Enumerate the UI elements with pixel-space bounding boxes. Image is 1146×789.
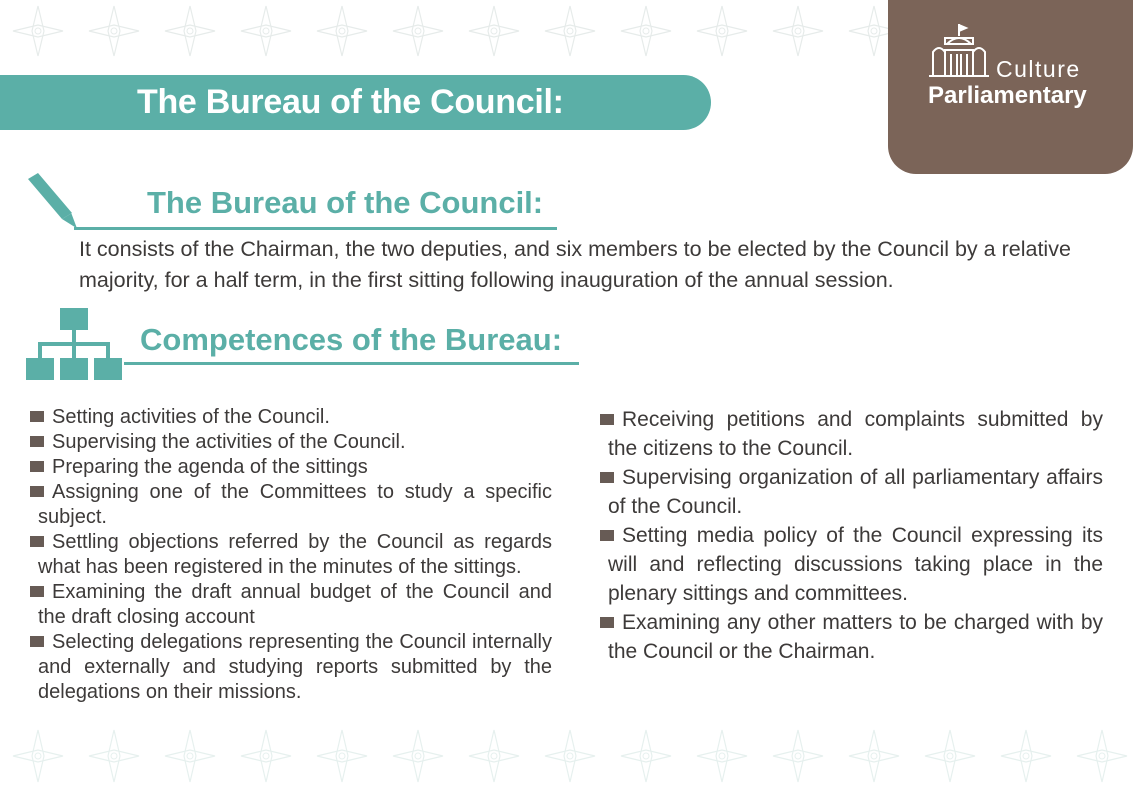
bullet-square-icon xyxy=(600,617,614,628)
bullet-square-icon xyxy=(30,411,44,422)
bullet-square-icon xyxy=(30,436,44,447)
competences-list-left xyxy=(30,405,552,705)
logo-text-culture: Culture xyxy=(996,56,1081,82)
list-item: Setting media policy of the Council expressing its will and reflecting discussions taking place in the plenary sittings and committees. xyxy=(600,521,1103,608)
bullet-square-icon xyxy=(30,636,44,647)
list-item: Setting activities of the Council. xyxy=(30,405,552,430)
org-chart-icon xyxy=(24,308,124,382)
pen-icon xyxy=(26,171,84,231)
bullet-square-icon xyxy=(600,530,614,541)
list-item: Preparing the agenda of the sittings xyxy=(30,455,552,480)
bullet-square-icon xyxy=(30,586,44,597)
bullet-square-icon xyxy=(30,536,44,547)
bureau-heading-underline xyxy=(74,227,557,230)
building-icon xyxy=(927,22,991,78)
bureau-description: It consists of the Chairman, the two deputies, and six members to be elected by the Council by a relative majority, for a half term, in the first sitting following inauguration of the annual session. xyxy=(79,237,1071,292)
list-item: Examining any other matters to be charged with by the Council or the Chairman. xyxy=(600,608,1103,666)
list-item: Supervising the activities of the Council. xyxy=(30,430,552,455)
banner-title: The Bureau of the Council: xyxy=(137,83,564,121)
list-item: Assigning one of the Committees to study a specific subject. xyxy=(30,480,552,530)
competences-heading: Competences of the Bureau: xyxy=(140,322,563,357)
bullet-square-icon xyxy=(600,472,614,483)
bullet-square-icon xyxy=(30,486,44,497)
list-item: Supervising organization of all parliamentary affairs of the Council. xyxy=(600,463,1103,521)
bottom-pattern-decoration xyxy=(0,722,1146,789)
bullet-square-icon xyxy=(30,461,44,472)
logo-text-parliamentary: Parliamentary xyxy=(928,82,1087,109)
competences-heading-underline xyxy=(124,362,579,365)
list-item: Examining the draft annual budget of the Council and the draft closing account xyxy=(30,580,552,630)
list-item: Receiving petitions and complaints submitted by the citizens to the Council. xyxy=(600,405,1103,463)
list-item: Settling objections referred by the Council as regards what has been registered in the minutes of the sittings. xyxy=(30,530,552,580)
competences-list-right xyxy=(600,405,1103,666)
bureau-heading: The Bureau of the Council: xyxy=(147,185,544,220)
list-item: Selecting delegations representing the Council internally and externally and studying reports submitted by the delegations on their missions. xyxy=(30,630,552,705)
bullet-square-icon xyxy=(600,414,614,425)
